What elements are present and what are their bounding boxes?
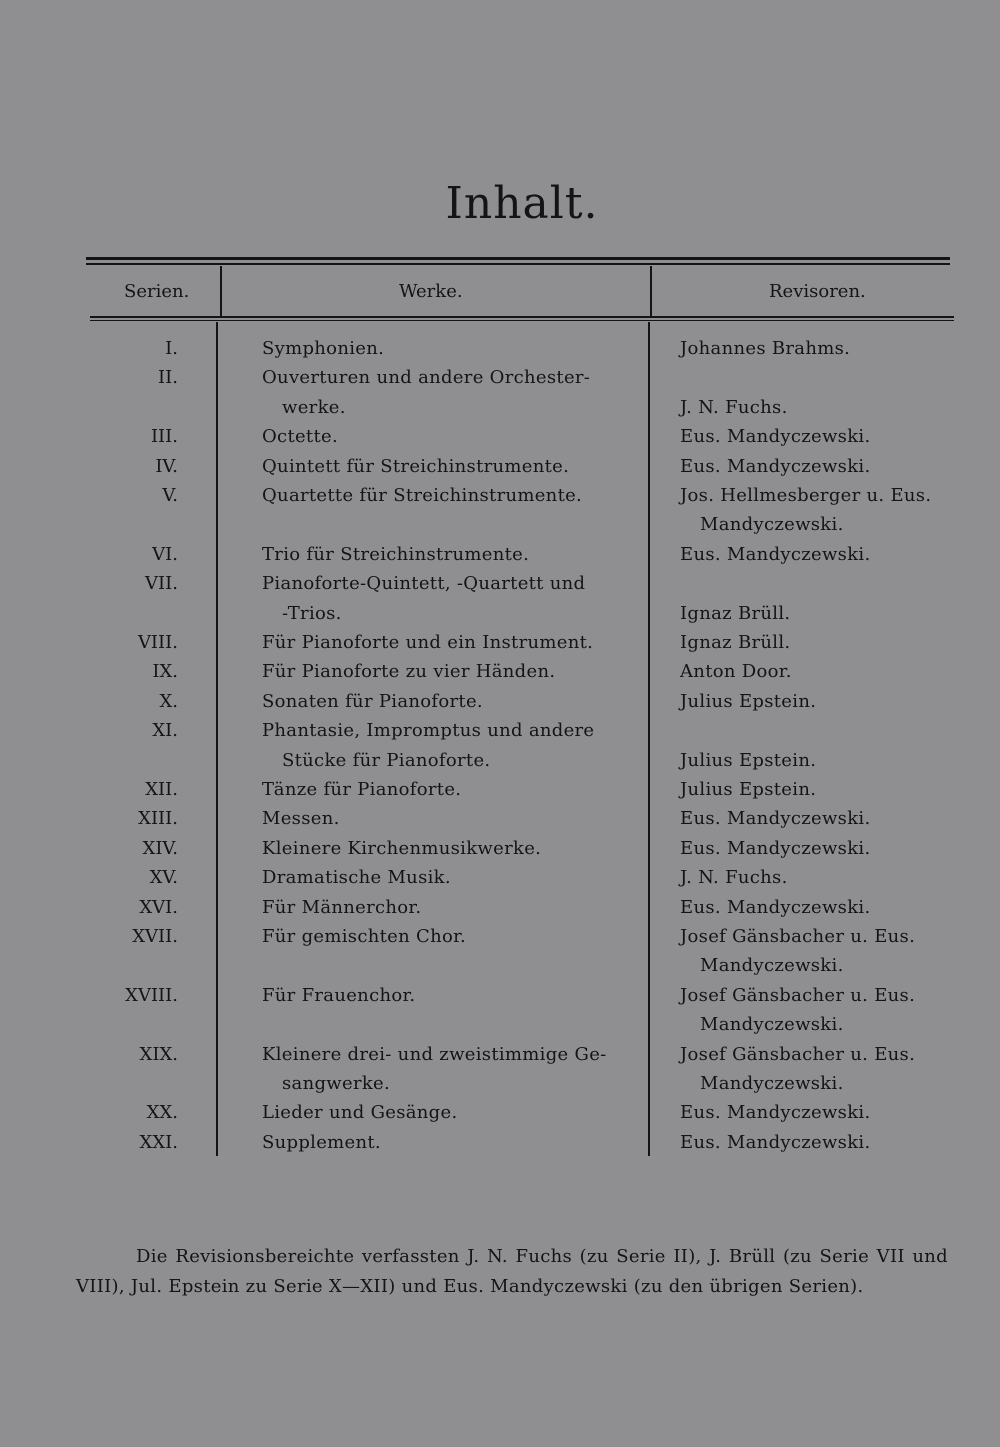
reviser-name: Julius Epstein. (680, 749, 817, 771)
header-rule-thin (90, 320, 954, 321)
work-title: Trio für Streichinstrumente. (262, 543, 530, 565)
series-number: XII. (145, 779, 178, 800)
work-title: sangwerke. (282, 1073, 391, 1094)
series-number: IV. (155, 455, 178, 477)
table-row (0, 397, 1000, 426)
work-title: Dramatische Musik. (262, 867, 451, 889)
reviser-name: Eus. Mandyczewski. (680, 808, 871, 830)
table-row (0, 750, 1000, 779)
table-row (0, 1044, 1000, 1073)
table-row (0, 426, 1000, 455)
work-title: Sonaten für Pianoforte. (262, 690, 483, 712)
reviser-name: Josef Gänsbacher u. Eus. (680, 926, 916, 947)
reviser-name: Josef Gänsbacher u. Eus. (680, 984, 916, 1006)
reviser-name: Johannes Brahms. (680, 338, 851, 359)
work-title: Für gemischten Chor. (262, 926, 467, 947)
work-title: Quartette für Streichinstrumente. (262, 485, 583, 506)
work-title: Tänze für Pianoforte. (262, 779, 462, 800)
reviser-name: Mandyczewski. (700, 1014, 844, 1036)
reviser-name: Eus. Mandyczewski. (680, 837, 871, 859)
work-title: -Trios. (282, 602, 342, 624)
work-title: Phantasie, Impromptus und andere (262, 720, 595, 742)
column-divider-left (220, 266, 222, 316)
series-number: XIV. (142, 837, 178, 859)
table-row (0, 456, 1000, 485)
table-row (0, 1132, 1000, 1161)
table-row (0, 632, 1000, 661)
table-row (0, 691, 1000, 720)
work-title: Kleinere drei- und zweistimmige Ge- (262, 1043, 607, 1065)
reviser-name: Mandyczewski. (700, 514, 844, 536)
series-number: XIX. (139, 1043, 178, 1065)
work-title: Für Männerchor. (262, 896, 422, 918)
reviser-name: Julius Epstein. (680, 779, 817, 800)
reviser-name: Eus. Mandyczewski. (680, 1102, 871, 1124)
series-number: V. (162, 485, 178, 506)
series-number: II. (158, 367, 178, 389)
series-number: IX. (152, 661, 178, 683)
table-row (0, 544, 1000, 573)
reviser-name: Eus. Mandyczewski. (680, 543, 871, 565)
header-werke: Werke. (399, 281, 463, 302)
reviser-name: Mandyczewski. (700, 955, 844, 977)
reviser-name: J. N. Fuchs. (680, 867, 788, 889)
table-row (0, 603, 1000, 632)
series-number: XIII. (138, 808, 178, 830)
series-number: X. (159, 690, 178, 712)
work-title: Für Pianoforte und ein Instrument. (262, 632, 594, 653)
work-title: Messen. (262, 808, 340, 830)
work-title: Octette. (262, 426, 338, 448)
table-row (0, 779, 1000, 808)
table-row (0, 926, 1000, 955)
work-title: Supplement. (262, 1131, 381, 1153)
reviser-name: Eus. Mandyczewski. (680, 455, 871, 477)
header-revisoren: Revisoren. (769, 281, 866, 302)
series-number: I. (165, 338, 178, 359)
work-title: Für Pianoforte zu vier Händen. (262, 661, 556, 683)
column-divider-right (650, 266, 652, 316)
table-row (0, 867, 1000, 896)
work-title: Ouverturen und andere Orchester- (262, 367, 591, 389)
reviser-name: Eus. Mandyczewski. (680, 426, 871, 448)
table-row (0, 897, 1000, 926)
work-title: Symphonien. (262, 338, 385, 359)
work-title: werke. (282, 396, 346, 418)
table-row (0, 661, 1000, 690)
table-row (0, 485, 1000, 514)
series-number: XI. (152, 720, 178, 742)
table-row (0, 838, 1000, 867)
work-title: Lieder und Gesänge. (262, 1102, 458, 1124)
reviser-name: Ignaz Brüll. (680, 602, 791, 624)
series-number: XVIII. (125, 984, 178, 1006)
series-number: XX. (146, 1102, 178, 1124)
work-title: Quintett für Streichinstrumente. (262, 455, 570, 477)
reviser-name: Mandyczewski. (700, 1073, 844, 1094)
table-row (0, 1102, 1000, 1131)
reviser-name: J. N. Fuchs. (680, 396, 788, 418)
reviser-name: Julius Epstein. (680, 690, 817, 712)
work-title: Für Frauenchor. (262, 984, 416, 1006)
work-title: Pianoforte-Quintett, -Quartett und (262, 573, 586, 595)
reviser-name: Ignaz Brüll. (680, 632, 791, 653)
reviser-name: Eus. Mandyczewski. (680, 1131, 871, 1153)
series-number: XVI. (139, 896, 178, 918)
table-row (0, 808, 1000, 837)
table-row (0, 985, 1000, 1014)
top-rule-thick (86, 257, 950, 260)
reviser-name: Jos. Hellmesberger u. Eus. (680, 485, 932, 506)
series-number: VI. (152, 543, 178, 565)
reviser-name: Anton Door. (680, 661, 792, 683)
header-serien: Serien. (124, 281, 190, 302)
page-title: Inhalt. (445, 178, 599, 229)
series-number: XV. (149, 867, 178, 889)
table-row (0, 338, 1000, 367)
reviser-name: Eus. Mandyczewski. (680, 896, 871, 918)
series-number: III. (150, 426, 178, 448)
work-title: Kleinere Kirchenmusikwerke. (262, 837, 542, 859)
table-row (0, 955, 1000, 984)
table-row (0, 367, 1000, 396)
work-title: Stücke für Pianoforte. (282, 749, 491, 771)
series-number: VIII. (137, 632, 178, 653)
series-number: XVII. (132, 926, 178, 947)
header-rule (90, 316, 954, 318)
table-row (0, 1014, 1000, 1043)
series-number: XXI. (139, 1131, 178, 1153)
series-number: VII. (145, 573, 178, 595)
reviser-name: Josef Gänsbacher u. Eus. (680, 1043, 916, 1065)
table-row (0, 514, 1000, 543)
footnote: Die Revisionsbereichte verfassten J. N. Fuchs (zu Serie II), J. Brüll (zu Serie VII und VIII), Jul. Epstein zu Serie X—XII) und Eus. Mandyczewski (zu den übrigen Serien). (76, 1246, 948, 1297)
table-row (0, 1073, 1000, 1102)
table-row (0, 573, 1000, 602)
top-rule-thin (86, 263, 950, 265)
table-row (0, 720, 1000, 749)
